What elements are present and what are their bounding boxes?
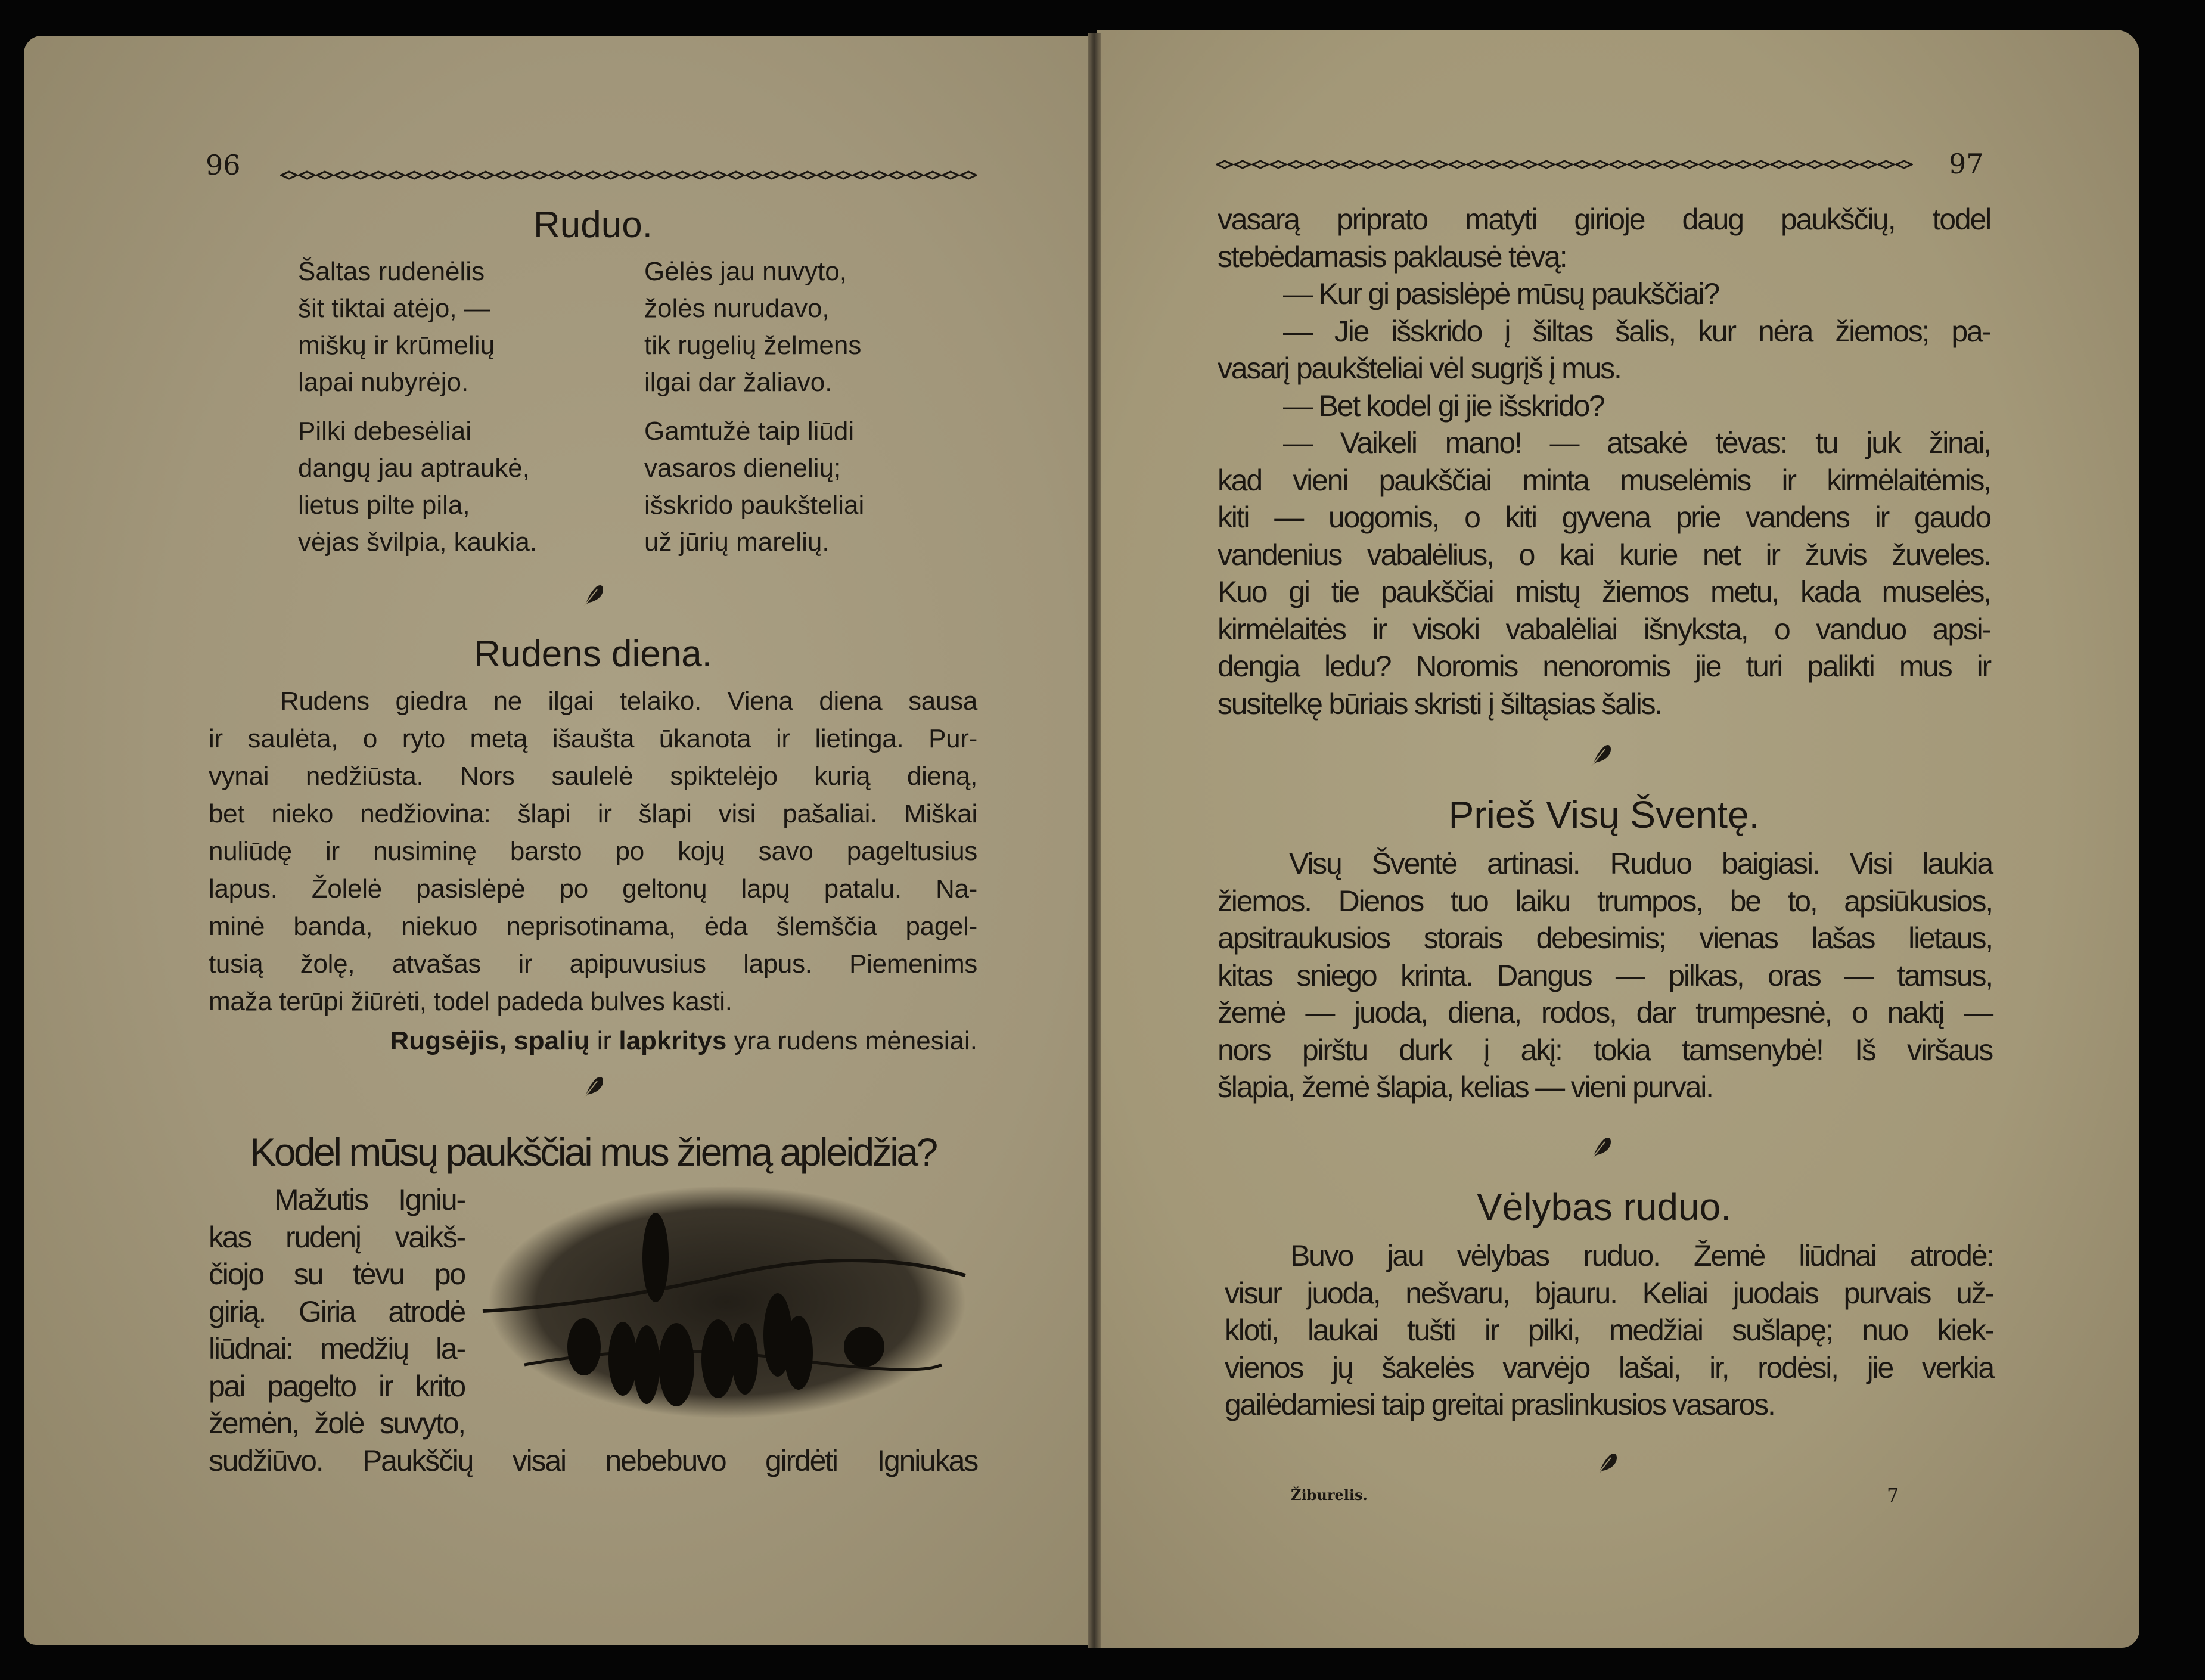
kodel-continuation-paragraph: [1218, 201, 1990, 722]
text-line: kirmėlaitės ir visoki vabalėliai išnyksta, o vanduo apsi-: [1218, 612, 1990, 646]
text-line: čiojo su tėvu po: [209, 1257, 465, 1291]
text-line: girią. Giria atrodė: [209, 1294, 465, 1328]
text-line: nors pirštu durk į akį: tokia tamsenybė! Iš viršaus: [1218, 1033, 1992, 1067]
text-line: už jūrių marelių.: [644, 527, 830, 557]
text-line: lapai nubyrėjo.: [298, 368, 469, 397]
text-line: žemėn, žolė suvyto,: [209, 1406, 465, 1440]
text-line: Buvo jau vėlybas ruduo. Žemė liūdnai atrodė:: [1290, 1239, 1993, 1272]
months-sentence: [274, 1026, 977, 1056]
text-line: liūdnai: medžių la-: [209, 1332, 465, 1365]
text-line: kloti, laukai tušti ir pilki, medžiai sušlapę; nuo kiek-: [1225, 1313, 1993, 1347]
velybas-ruduo-paragraph: [1225, 1237, 1993, 1424]
text-line: — Bet kodel gi jie išskrido?: [1283, 389, 1604, 423]
page-number-left: 96: [206, 149, 241, 181]
text-line: ir saulėta, o ryto metą išaušta ūkanota ir lietinga. Pur-: [209, 724, 977, 753]
text-line: — Vaikeli mano! — atsakė tėvas: tu juk žinai,: [1283, 426, 1990, 459]
text-line: apsitraukusios storais debesimis; vienas lašas lietaus,: [1218, 921, 1992, 955]
book-spine: [1088, 33, 1101, 1648]
text-line: sudžiūvo. Paukščių visai nebebuvo girdėti Igniukas: [209, 1444, 977, 1477]
rudens-diena-paragraph: [209, 682, 977, 1020]
text-line: šit tiktai atėjo, —: [298, 294, 490, 323]
text-line: žemė — juoda, diena, rodos, dar trumpesnė, o naktį —: [1218, 996, 1992, 1029]
text-line: vienos jų šakelės varvėjo lašai, ir, rodėsi, jie verkia: [1225, 1350, 1993, 1384]
leaf-ornament-icon: [582, 581, 605, 607]
text-line: kad vieni paukščiai minta muselėmis ir kirmėlaitėmis,: [1218, 463, 1990, 497]
text-line: kitas sniego krinta. Dangus — pilkas, oras — tamsus,: [1218, 958, 1992, 992]
poem-title: Ruduo.: [533, 204, 653, 246]
text-line: vėjas švilpia, kaukia.: [298, 527, 538, 557]
text-line: vasarį paukšteliai vėl sugrįš į mus.: [1218, 352, 1621, 385]
text-line: Visų Šventė artinasi. Ruduo baigiasi. Visi laukia: [1289, 847, 1992, 880]
text-line: Mažutis Igniu-: [274, 1183, 465, 1216]
text-line: vandenius vabalėlius, o kai kurie net ir žuvis žuveles.: [1218, 538, 1990, 572]
text-line: dangų jau aptraukė,: [298, 454, 530, 483]
rudens-diena-title: Rudens diena.: [474, 634, 712, 675]
birds-in-tree-illustration: [477, 1186, 971, 1424]
text-line: Gėlės jau nuvyto,: [644, 257, 847, 286]
pries-visu-svente-title: Prieš Visų Šventę.: [1448, 793, 1760, 836]
text-line: žolės nurudavo,: [644, 294, 830, 323]
text-line: vasarą priprato matyti girioje daug paukščių, todel: [1218, 203, 1990, 236]
text-line: Gamtužė taip liūdi: [644, 417, 855, 446]
months-rest: yra rudens mėnesiai.: [726, 1026, 977, 1055]
text-line: šlapia, žemė šlapia, kelias — vieni purvai.: [1218, 1070, 1713, 1104]
text-line: pai pageltо ir krito: [209, 1369, 465, 1403]
text-line: lapus. Žolelė pasislėpė po geltonų lapų patalu. Na-: [209, 874, 977, 903]
poem-column-2: [644, 253, 978, 561]
text-line: Rudens giedra ne ilgai telaiko. Viena diena sausa: [280, 687, 977, 716]
leaf-ornament-icon: [582, 1073, 605, 1099]
text-line: gailėdamiesi taip greitai praslinkusios vasaros.: [1225, 1388, 1775, 1421]
text-line: — Jie išskrido į šiltas šalis, kur nėra žiemos; pa-: [1283, 314, 1990, 348]
text-line: minė banda, niekuo neprisotinama, ėda šlemščia pagel-: [209, 912, 977, 941]
poem-column-1: [298, 253, 608, 561]
text-line: nuliūdę ir nusiminę barsto po kojų savo pageltusius: [209, 837, 977, 866]
months-bold-2: lapkritys: [619, 1026, 727, 1055]
text-line: visur juoda, nešvaru, bjauru. Keliai juodais purvais už-: [1225, 1276, 1993, 1310]
leaf-ornament-icon: [1595, 1449, 1619, 1476]
footer-signature: Žiburelis.: [1291, 1486, 1368, 1504]
page-number-right: 97: [1949, 148, 1984, 180]
text-line: stebėdamasis paklausė tėvą:: [1218, 240, 1567, 274]
text-line: bet nieko nedžiovina: šlapi ir šlapi visi pašaliai. Miškai: [209, 799, 977, 828]
pries-visu-svente-paragraph: [1218, 845, 1992, 1106]
header-ornament-rule: [280, 170, 977, 181]
text-line: Pilki debesėliai: [298, 417, 472, 446]
text-line: lietus pilte pila,: [298, 490, 470, 520]
text-line: kas rudenį vaikš-: [209, 1220, 465, 1254]
text-line: kiti — uogomis, o kiti gyvena prie vandens ir gaudo: [1218, 501, 1990, 534]
leaf-ornament-icon: [1589, 741, 1613, 767]
text-line: dengia ledu? Noromis nenoromis jie turi palikti mus ir: [1218, 650, 1990, 683]
text-line: žiemos. Dienos tuo laiku trumpos, be to, apsiūkusios,: [1218, 884, 1992, 918]
text-line: — Kur gi pasislėpė mūsų paukščiai?: [1283, 277, 1719, 310]
text-line: Šaltas rudenėlis: [298, 257, 485, 286]
text-line: tik rugelių želmens: [644, 331, 862, 360]
velybas-ruduo-title: Vėlybas ruduo.: [1477, 1185, 1731, 1228]
text-line: miškų ir krūmelių: [298, 331, 495, 360]
kodel-last-line: [209, 1442, 977, 1480]
text-line: tusią žolę, atvašas ir apipuvusius lapus. Piemenims: [209, 949, 977, 979]
header-ornament-rule: [1216, 159, 1913, 170]
text-line: maža terūpi žiūrėti, todel padeda bulves kasti.: [209, 987, 732, 1016]
footer-sheet-number: 7: [1887, 1484, 1899, 1507]
text-line: susitelkę būriais skristi į šiltąsias šalis.: [1218, 687, 1662, 721]
text-line: vynai nedžiūsta. Nors saulelė spiktelėjo kurią dieną,: [209, 762, 977, 791]
text-line: išskrido paukšteliai: [644, 490, 865, 520]
kodel-paragraph: [209, 1181, 465, 1442]
months-mid: ir: [589, 1026, 619, 1055]
text-line: Kuo gi tie paukščiai mistų žiemos metu, kada muselės,: [1218, 575, 1990, 608]
text-line: vasaros dienelių;: [644, 454, 841, 483]
leaf-ornament-icon: [1589, 1134, 1613, 1160]
months-bold-1: Rugsėjis, spalių: [390, 1026, 590, 1055]
text-line: ilgai dar žaliavo.: [644, 368, 833, 397]
kodel-title: Kodel mūsų paukščiai mus žiemą apleidžia?: [250, 1130, 936, 1174]
